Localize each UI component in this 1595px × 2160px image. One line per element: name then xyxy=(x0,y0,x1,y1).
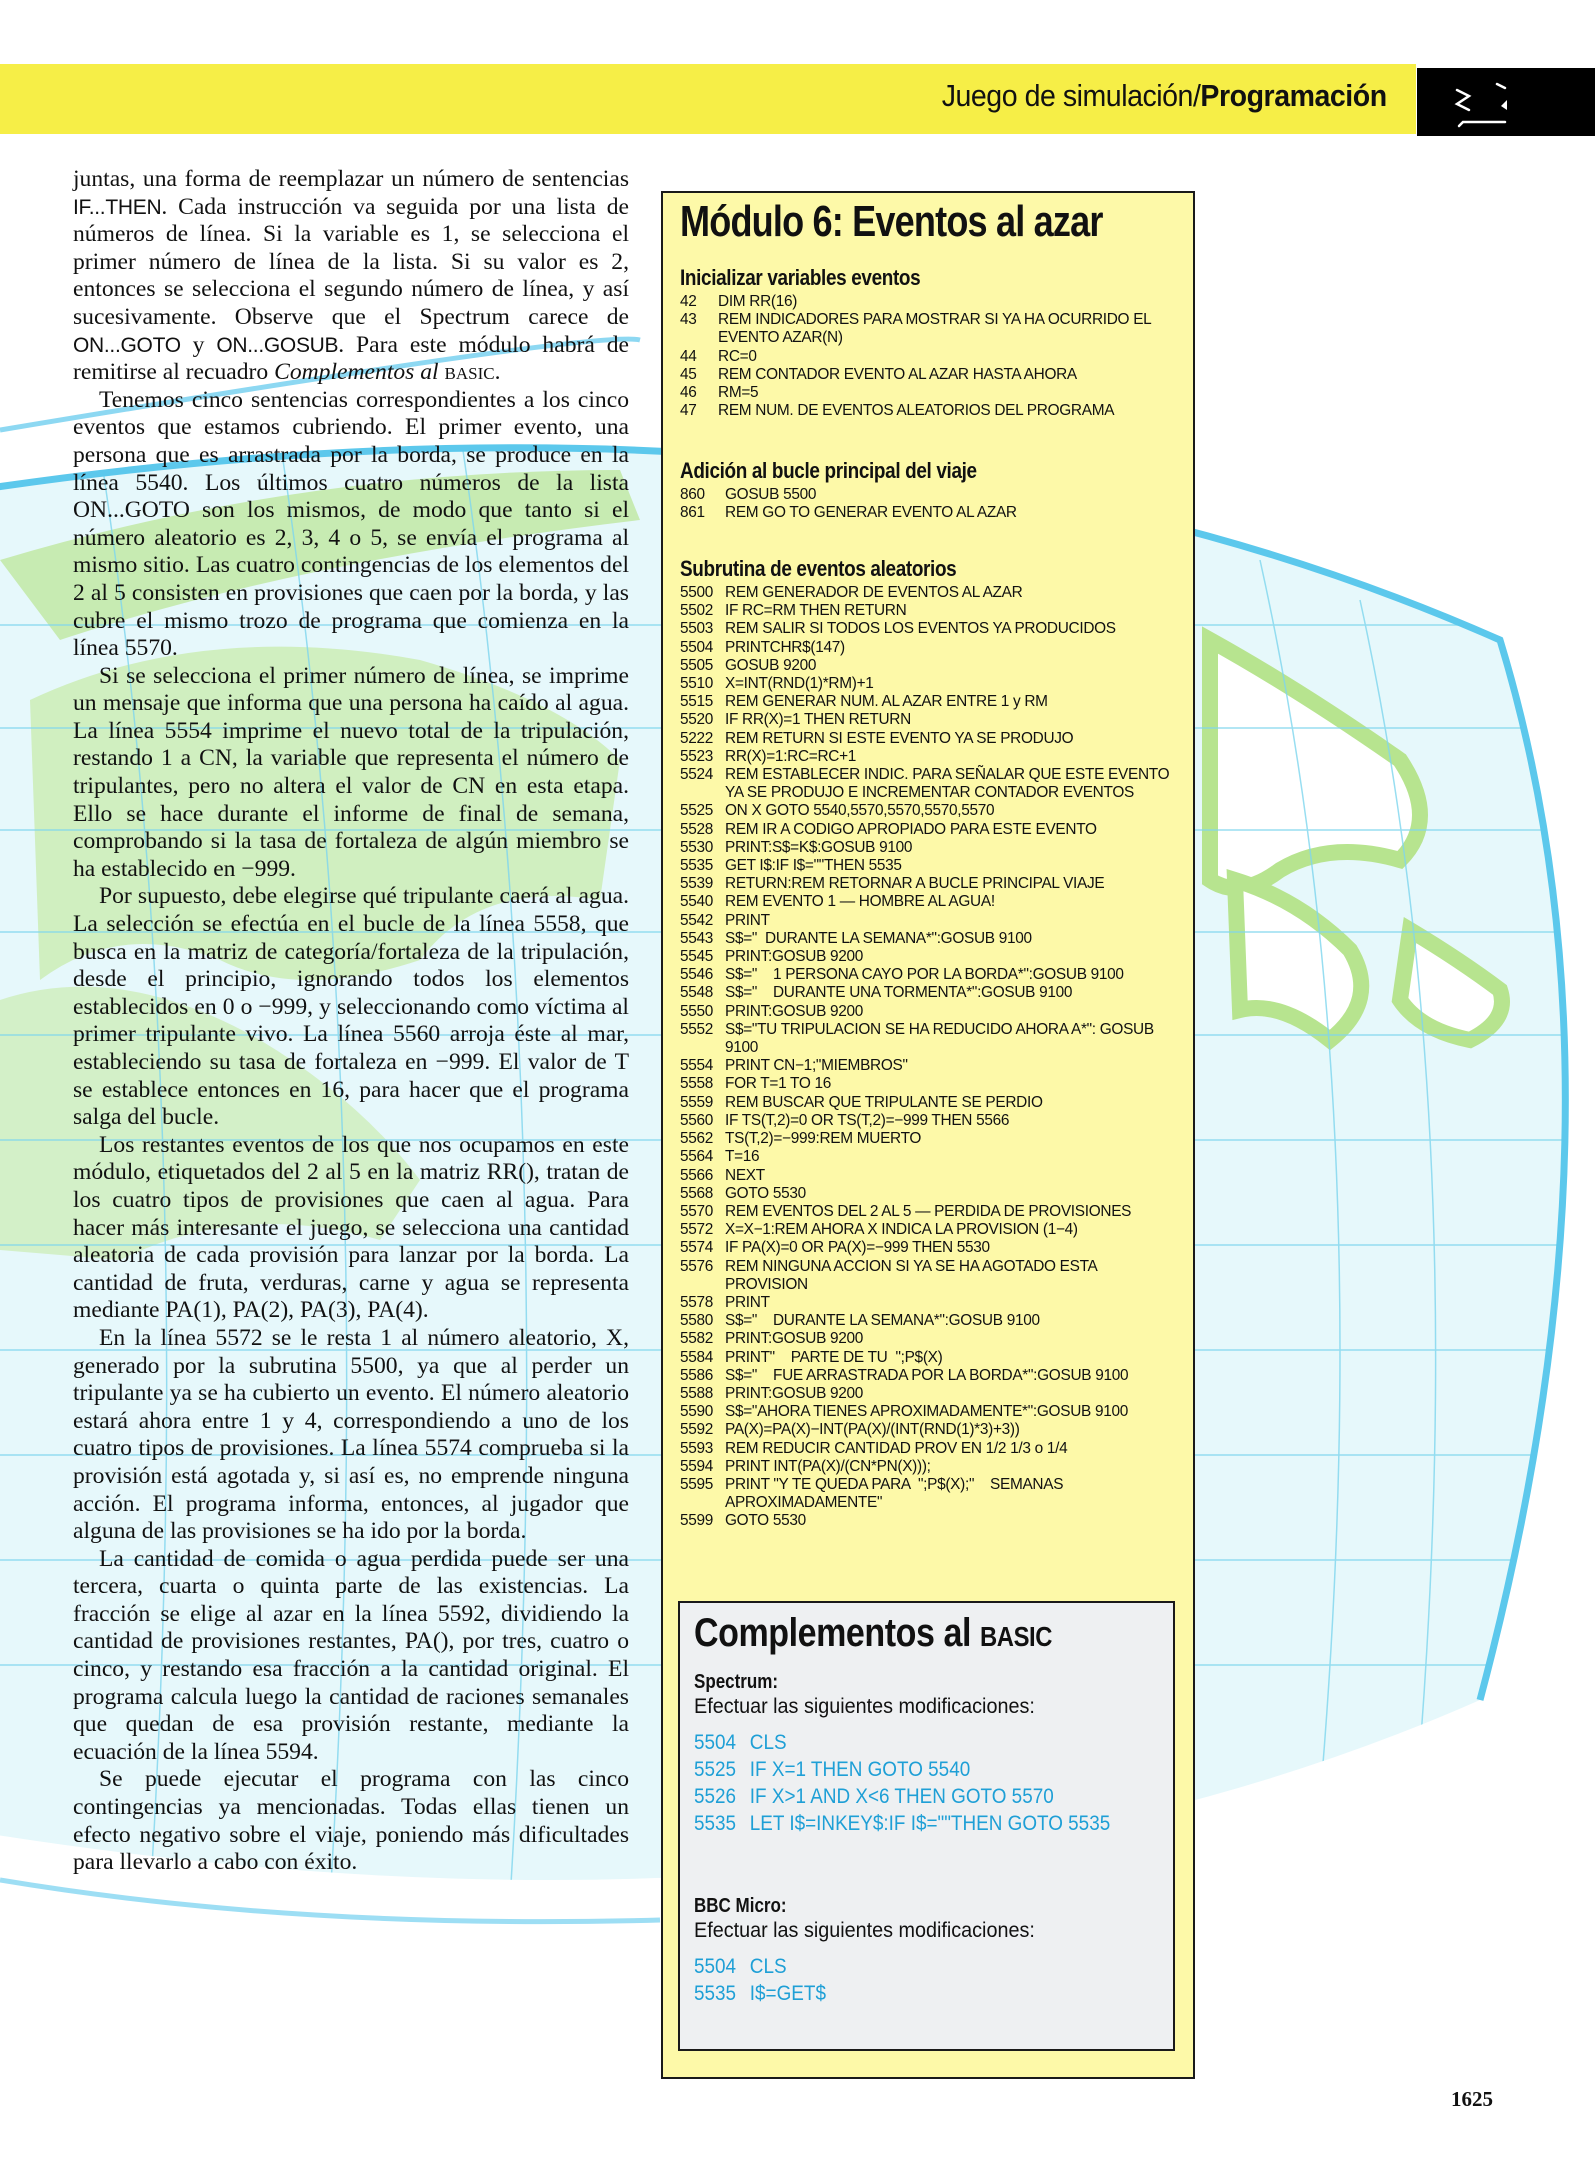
running-header xyxy=(942,78,1387,114)
machine-spectrum xyxy=(694,1671,1164,1837)
code-line xyxy=(680,293,1180,311)
line-number: 5523 xyxy=(680,747,714,765)
line-code: GOTO 5530 xyxy=(725,1512,806,1530)
line-number: 5595 xyxy=(680,1475,714,1493)
line-code: I$=GET$ xyxy=(749,1982,826,2005)
line-number: 5590 xyxy=(680,1403,714,1421)
line-number: 5570 xyxy=(680,1202,714,1220)
line-code: REM GENERADOR DE EVENTOS AL AZAR xyxy=(725,584,1023,601)
code-line xyxy=(680,1421,1180,1439)
line-code: REM SALIR SI TODOS LOS EVENTOS YA PRODUCIDOS xyxy=(725,620,1116,638)
line-code: GET I$:IF I$=""THEN 5535 xyxy=(725,857,902,875)
code-listing xyxy=(680,584,1180,1531)
blue-code-listing xyxy=(694,1729,1164,1837)
line-code: ON X GOTO 5540,5570,5570,5570,5570 xyxy=(725,802,995,820)
code-line xyxy=(680,930,1180,948)
section-main-loop-addition xyxy=(680,458,1180,522)
code-line xyxy=(680,1294,1180,1312)
line-code: PA(X)=PA(X)−INT(PA(X)/(INT(RND(1)*3)+3)) xyxy=(725,1421,1020,1439)
line-number: 5546 xyxy=(680,966,714,984)
line-code: CLS xyxy=(749,1731,787,1754)
code-line xyxy=(680,1385,1180,1403)
code-line xyxy=(680,1403,1180,1421)
line-number: 5578 xyxy=(680,1293,714,1311)
code-line xyxy=(680,639,1180,657)
section-init-variables xyxy=(680,265,1180,420)
code-line xyxy=(680,1148,1180,1166)
code-line xyxy=(680,402,1180,420)
line-code: PRINT:GOSUB 9200 xyxy=(725,948,864,966)
course-logo-icon xyxy=(1417,68,1595,136)
line-number: 5592 xyxy=(680,1421,714,1439)
line-code: REM RETURN SI ESTE EVENTO YA SE PRODUJO xyxy=(725,729,1074,747)
line-code: T=16 xyxy=(725,1148,760,1166)
code-line xyxy=(680,657,1180,675)
code-line xyxy=(680,1258,1180,1294)
line-code: PRINT xyxy=(725,911,770,929)
line-number: 5520 xyxy=(680,711,714,729)
line-number: 5564 xyxy=(680,1148,714,1166)
line-number: 860 xyxy=(680,486,705,503)
code-line xyxy=(680,1203,1180,1221)
code-line xyxy=(680,1239,1180,1257)
line-number: 5593 xyxy=(680,1439,714,1457)
line-code: S$="TU TRIPULACION SE HA REDUCIDO AHORA A*": GOSUB 9100 xyxy=(725,1020,1158,1057)
line-code: S$=" DURANTE UNA TORMENTA*":GOSUB 9100 xyxy=(725,984,1073,1002)
code-line xyxy=(694,1783,1117,1810)
code-line xyxy=(680,730,1180,748)
page-number: 1625 xyxy=(1451,2087,1493,2111)
line-code: S$=" DURANTE LA SEMANA*":GOSUB 9100 xyxy=(725,1312,1040,1330)
code-line xyxy=(680,912,1180,930)
line-number: 5582 xyxy=(680,1330,714,1348)
line-code: PRINTCHR$(147) xyxy=(725,638,845,656)
line-number: 45 xyxy=(680,365,697,383)
line-number: 5504 xyxy=(694,1955,737,1978)
line-code: CLS xyxy=(749,1955,787,1978)
code-line xyxy=(680,748,1180,766)
code-line xyxy=(680,602,1180,620)
line-number: 5576 xyxy=(680,1257,714,1275)
code-line xyxy=(680,1185,1180,1203)
code-line xyxy=(694,1810,1117,1837)
code-line xyxy=(680,1440,1180,1458)
code-listing xyxy=(680,486,1180,522)
code-line xyxy=(680,1094,1180,1112)
paragraph-3: Si se selecciona el primer número de línea, se imprime un mensaje que informa que una persona ha caído al agua. La línea 5554 imprime el nuevo total de la tripulación, restando 1 a CN, la variable que representa el número de tripulantes, pero no altera el valor de CN en esta etapa. Ello se hace durante el informe de final de semana, comprobando si la tasa de fortaleza de algún miembro se ha establecido en −999. xyxy=(73,662,629,882)
line-number: 5548 xyxy=(680,984,714,1002)
line-code: IF RC=RM THEN RETURN xyxy=(725,602,907,620)
line-number: 5510 xyxy=(680,675,714,693)
line-code: REM IR A CODIGO APROPIADO PARA ESTE EVENTO xyxy=(725,820,1097,838)
module-title: Módulo 6: Eventos al azar xyxy=(680,197,1103,246)
code-line xyxy=(680,486,1180,504)
code-line xyxy=(680,1458,1180,1476)
line-number: 5580 xyxy=(680,1312,714,1330)
line-number: 5562 xyxy=(680,1130,714,1148)
line-code: X=X−1:REM AHORA X INDICA LA PROVISION (1−4) xyxy=(725,1221,1078,1239)
line-number: 5543 xyxy=(680,929,714,947)
code-line xyxy=(680,857,1180,875)
line-code: NEXT xyxy=(725,1166,765,1184)
line-number: 5599 xyxy=(680,1512,714,1530)
line-number: 5586 xyxy=(680,1366,714,1384)
line-code: PRINT "Y TE QUEDA PARA ";P$(X);" SEMANAS APROXIMADAMENTE" xyxy=(725,1475,1067,1512)
line-number: 5574 xyxy=(680,1239,714,1257)
line-number: 5504 xyxy=(680,638,714,656)
code-line xyxy=(680,311,1180,347)
line-code: IF TS(T,2)=0 OR TS(T,2)=−999 THEN 5566 xyxy=(725,1111,1010,1129)
line-code: REM GENERAR NUM. AL AZAR ENTRE 1 y RM xyxy=(725,693,1048,711)
line-number: 861 xyxy=(680,504,705,522)
line-code: PRINT CN−1;"MIEMBROS" xyxy=(725,1057,908,1075)
line-code: RC=0 xyxy=(718,347,757,365)
line-number: 5588 xyxy=(680,1384,714,1402)
code-line xyxy=(680,1349,1180,1367)
machine-bbc-micro xyxy=(694,1895,1164,2007)
line-number: 5222 xyxy=(680,729,714,747)
line-code: X=INT(RND(1)*RM)+1 xyxy=(725,675,874,693)
line-number: 5535 xyxy=(694,1982,737,2005)
header-section: Juego de simulación/ xyxy=(942,78,1201,113)
line-code: FOR T=1 TO 16 xyxy=(725,1075,832,1093)
line-number: 47 xyxy=(680,402,697,420)
line-code: REM CONTADOR EVENTO AL AZAR HASTA AHORA xyxy=(718,365,1077,383)
code-line xyxy=(680,711,1180,729)
machine-name: Spectrum: xyxy=(694,1671,779,1693)
code-line xyxy=(680,1167,1180,1185)
paragraph-1: juntas, una forma de reemplazar un número de sentencias IF...THEN. Cada instrucción va seguida por una lista de números de línea. Si la variable es 1, se selecciona el primer número de línea de la lista. Si su valor es 2, entonces se selecciona el segundo número de línea, y así sucesivamente. Observe que el Spectrum carece de ON...GOTO y ON...GOSUB. Para este módulo habrá de remitirse al recuadro Complementos al basic. xyxy=(73,166,629,386)
line-number: 5594 xyxy=(680,1457,714,1475)
code-line xyxy=(680,1130,1180,1148)
line-code: PRINT" PARTE DE TU ";P$(X) xyxy=(725,1348,943,1366)
line-number: 5545 xyxy=(680,948,714,966)
line-code: REM NINGUNA ACCION SI YA SE HA AGOTADO ESTA PROVISION xyxy=(725,1257,1101,1293)
line-code: REM INDICADORES PARA MOSTRAR SI YA HA OCURRIDO EL EVENTO AZAR(N) xyxy=(718,311,1155,347)
line-code: S$=" 1 PERSONA CAYO POR LA BORDA*":GOSUB 9100 xyxy=(725,966,1124,984)
line-code: PRINT:GOSUB 9200 xyxy=(725,1002,864,1020)
course-logo xyxy=(1417,68,1595,136)
blue-code-listing xyxy=(694,1953,1164,2007)
code-line xyxy=(680,1512,1180,1530)
line-number: 43 xyxy=(680,311,697,329)
complementos-basic-box xyxy=(678,1601,1175,2051)
line-number: 5530 xyxy=(680,838,714,856)
line-number: 5568 xyxy=(680,1184,714,1202)
code-line xyxy=(680,1312,1180,1330)
line-number: 46 xyxy=(680,384,697,402)
line-number: 5554 xyxy=(680,1057,714,1075)
code-line xyxy=(680,1367,1180,1385)
line-number: 5515 xyxy=(680,693,714,711)
section-title: Adición al bucle principal del viaje xyxy=(680,458,977,483)
code-line xyxy=(680,1057,1180,1075)
code-line xyxy=(680,504,1180,522)
line-number: 5542 xyxy=(680,911,714,929)
line-code: PRINT xyxy=(725,1293,770,1311)
module-listing-box xyxy=(661,191,1195,2079)
line-number: 5535 xyxy=(680,857,714,875)
line-code: PRINT INT(PA(X)/(CN*PN(X))); xyxy=(725,1457,931,1475)
line-code: IF PA(X)=0 OR PA(X)=−999 THEN 5530 xyxy=(725,1239,990,1257)
paragraph-5: Los restantes eventos de los que nos ocupamos en este módulo, etiquetados del 2 al 5 en la matriz RR(), tratan de los cuatro tipos de provisiones que caen al agua. Para hacer más interesante el juego, se selecciona una cantidad aleatoria de cada provisión para lanzar por la borda. La cantidad de fruta, verduras, carne y agua se representa mediante PA(1), PA(2), PA(3), PA(4). xyxy=(73,1131,629,1324)
line-code: GOSUB 5500 xyxy=(725,486,817,503)
line-code: IF RR(X)=1 THEN RETURN xyxy=(725,711,911,729)
code-line xyxy=(680,821,1180,839)
code-line xyxy=(680,1112,1180,1130)
code-line xyxy=(680,348,1180,366)
paragraph-6: En la línea 5572 se le resta 1 al número aleatorio, X, generado por la subrutina 5500, ya que al perder un tripulante ya se ha cubierto un evento. El número aleatorio estará ahora entre 1 y 4, correspondiendo a uno de los cuatro tipos de provisiones. La línea 5574 comprueba si la provisión está agotada y, si así es, no emprende ninguna acción. El programa informa, entonces, al jugador que alguna de las provisiones se ha ido por la borda. xyxy=(73,1324,629,1545)
section-title: Inicializar variables eventos xyxy=(680,265,921,290)
header-topic: Programación xyxy=(1200,78,1387,113)
line-code: REM ESTABLECER INDIC. PARA SEÑALAR QUE ESTE EVENTO YA SE PRODUJO E INCREMENTAR CONTADOR EVENTOS xyxy=(725,766,1173,802)
line-code: RR(X)=1:RC=RC+1 xyxy=(725,747,857,765)
line-number: 5502 xyxy=(680,602,714,620)
line-code: PRINT:S$=K$:GOSUB 9100 xyxy=(725,838,913,856)
line-number: 5584 xyxy=(680,1348,714,1366)
line-code: TS(T,2)=−999:REM MUERTO xyxy=(725,1130,922,1148)
code-line xyxy=(680,384,1180,402)
line-number: 5560 xyxy=(680,1111,714,1129)
line-code: REM EVENTO 1 — HOMBRE AL AGUA! xyxy=(725,893,995,911)
line-number: 5572 xyxy=(680,1221,714,1239)
code-line xyxy=(694,1953,1117,1980)
line-code: GOSUB 9200 xyxy=(725,656,817,674)
line-code: S$="AHORA TIENES APROXIMADAMENTE*":GOSUB 9100 xyxy=(725,1403,1128,1421)
code-line xyxy=(680,966,1180,984)
code-line xyxy=(680,1003,1180,1021)
code-line xyxy=(680,948,1180,966)
line-number: 5505 xyxy=(680,656,714,674)
code-line xyxy=(680,693,1180,711)
code-line xyxy=(680,766,1180,802)
line-number: 5559 xyxy=(680,1093,714,1111)
code-line xyxy=(680,1221,1180,1239)
line-number: 5500 xyxy=(680,584,714,601)
line-code: REM EVENTOS DEL 2 AL 5 — PERDIDA DE PROVISIONES xyxy=(725,1202,1132,1220)
line-number: 5552 xyxy=(680,1020,714,1038)
code-line xyxy=(680,584,1180,602)
section-random-events-subroutine xyxy=(680,556,1180,1531)
code-line xyxy=(680,839,1180,857)
line-code: S$=" DURANTE LA SEMANA*":GOSUB 9100 xyxy=(725,929,1032,947)
line-code: RETURN:REM RETORNAR A BUCLE PRINCIPAL VIAJE xyxy=(725,875,1105,893)
line-code: RM=5 xyxy=(718,384,759,402)
line-number: 5558 xyxy=(680,1075,714,1093)
code-line xyxy=(680,675,1180,693)
paragraph-2: Tenemos cinco sentencias correspondientes a los cinco eventos que estamos cubriendo. El primer evento, una persona que es arrastrada por la borda, se produce en la línea 5540. Los últimos cuatro números de la lista ON...GOTO son los mismos, de modo que tanto si el número aleatorio es 2, 3, 4 o 5, se envía el programa al mismo sitio. Las cuatro contingencias de los elementos del 2 al 5 consisten en provisiones que caen por la borda, y las cubre el mismo trozo de programa que comienza en la línea 5570. xyxy=(73,386,629,662)
code-line xyxy=(680,893,1180,911)
paragraph-8: Se puede ejecutar el programa con las cinco contingencias ya mencionadas. Todas ellas tienen un efecto negativo sobre el viaje, poniendo más dificultades para llevarlo a cabo con éxito. xyxy=(73,1766,629,1876)
code-line xyxy=(680,366,1180,384)
line-number: 5566 xyxy=(680,1166,714,1184)
line-number: 5535 xyxy=(694,1812,737,1835)
line-number: 5550 xyxy=(680,1002,714,1020)
line-number: 5528 xyxy=(680,820,714,838)
line-number: 44 xyxy=(680,347,697,365)
line-code: REM NUM. DE EVENTOS ALEATORIOS DEL PROGRAMA xyxy=(718,402,1115,420)
line-number: 5540 xyxy=(680,893,714,911)
machine-instruction: Efectuar las siguientes modificaciones: xyxy=(694,1694,1035,1718)
line-number: 5524 xyxy=(680,766,714,784)
code-line xyxy=(680,802,1180,820)
code-line xyxy=(680,1476,1180,1512)
line-code: REM GO TO GENERAR EVENTO AL AZAR xyxy=(725,504,1017,522)
line-code: S$=" FUE ARRASTRADA POR LA BORDA*":GOSUB 9100 xyxy=(725,1366,1129,1384)
code-line xyxy=(680,1075,1180,1093)
line-code: REM BUSCAR QUE TRIPULANTE SE PERDIO xyxy=(725,1093,1043,1111)
line-number: 5526 xyxy=(694,1785,737,1808)
code-line xyxy=(680,620,1180,638)
line-number: 5504 xyxy=(694,1731,737,1754)
code-line xyxy=(680,1330,1180,1348)
line-code: PRINT:GOSUB 9200 xyxy=(725,1330,864,1348)
line-number: 5525 xyxy=(680,802,714,820)
line-code: REM REDUCIR CANTIDAD PROV EN 1/2 1/3 o 1/4 xyxy=(725,1439,1068,1457)
line-number: 5539 xyxy=(680,875,714,893)
line-code: LET I$=INKEY$:IF I$=""THEN GOTO 5535 xyxy=(749,1812,1111,1835)
line-code: IF X=1 THEN GOTO 5540 xyxy=(749,1758,971,1781)
line-number: 42 xyxy=(680,293,697,310)
line-number: 5525 xyxy=(694,1758,737,1781)
machine-name: BBC Micro: xyxy=(694,1895,787,1917)
line-code: GOTO 5530 xyxy=(725,1184,806,1202)
section-title: Subrutina de eventos aleatorios xyxy=(680,556,957,581)
paragraph-4: Por supuesto, debe elegirse qué tripulante caerá al agua. La selección se efectúa en el bucle de la línea 5558, que busca en la matriz de categoría/fortaleza de la tripulación, desde el principio, ignorando todos los elementos establecidos en 0 o −999, y seleccionando como víctima al primer tripulante vivo. La línea 5560 arroja éste al mar, estableciendo su tasa de fortaleza en −999. El valor de T se establece entonces en 16, para hacer que el programa salga del bucle. xyxy=(73,883,629,1131)
paragraph-7: La cantidad de comida o agua perdida puede ser una tercera, cuarta o quinta parte de las existencias. La fracción se elige al azar en la línea 5592, dividiendo la cantidad de provisiones restantes, PA(), por tres, cuatro o cinco, y restando esa fracción a la cantidad original. El programa calcula luego la cantidad de raciones semanales que quedan de esa provisión restante, mediante la ecuación de la línea 5594. xyxy=(73,1545,629,1765)
code-line xyxy=(694,1729,1117,1756)
article-body xyxy=(73,166,629,1877)
line-code: DIM RR(16) xyxy=(718,293,798,310)
line-code: PRINT:GOSUB 9200 xyxy=(725,1384,864,1402)
code-listing xyxy=(680,293,1180,420)
code-line xyxy=(680,1021,1180,1057)
code-line xyxy=(680,984,1180,1002)
machine-instruction: Efectuar las siguientes modificaciones: xyxy=(694,1918,1035,1942)
code-line xyxy=(694,1756,1117,1783)
line-code: IF X>1 AND X<6 THEN GOTO 5570 xyxy=(749,1785,1054,1808)
code-line xyxy=(680,875,1180,893)
line-number: 5503 xyxy=(680,620,714,638)
code-line xyxy=(694,1980,1117,2007)
complementos-title: Complementos al BASIC xyxy=(694,1611,1052,1655)
